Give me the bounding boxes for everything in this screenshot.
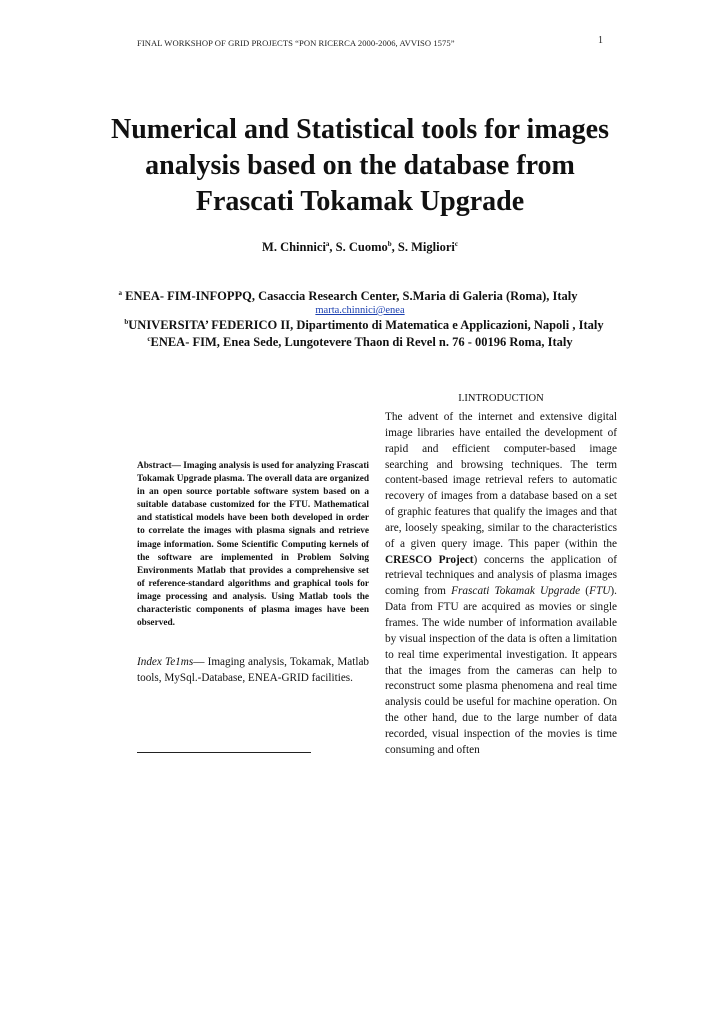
author-affiliation-mark: c [454, 239, 458, 248]
page-number: 1 [598, 35, 603, 46]
abstract-label: Abstract— [137, 461, 181, 471]
right-column [385, 410, 617, 759]
intro-italic-ftu-name: Frascati Tokamak Upgrade [451, 585, 581, 598]
affiliation-b [4, 318, 720, 333]
footnote-divider [137, 752, 311, 753]
title-line: Numerical and Statistical tools for images [111, 114, 609, 145]
author-list [0, 240, 720, 255]
author-separator: , [329, 240, 336, 254]
index-terms-label: Index Te1ms [137, 656, 194, 669]
author-name: M. Chinnici [262, 240, 326, 254]
title-line: Frascati Tokamak Upgrade [195, 186, 525, 217]
intro-text: ) concerns the application of retrieval techniques and analysis of plasma images coming from [385, 553, 617, 598]
author-affiliation-mark: a [325, 239, 330, 248]
index-terms-text: — Imaging analysis, Tokamak, Matlab tools, MySql.-Database, ENEA-GRID facilities. [137, 656, 370, 685]
affiliation-text: ENEA- FIM, Enea Sede, Lungotevere Thaon di Revel n. 76 - 00196 Roma, Italy [150, 335, 573, 349]
affiliation-c [0, 335, 720, 350]
intro-text: ). Data from FTU are acquired as movies or single frames. The wide number of information available by visual inspection of the data is often a limitation to real time experimental investigation. It appears that the images from the cameras can help to reconstruct some plasma phenomena and real time analysis could be useful for machine operation. On the other hand, due to the large number of data recorded, visual inspection of the movies is time consuming and often [385, 585, 617, 756]
intro-text: The advent of the internet and extensive digital image libraries have entailed the development of rapid and efficient computer-based image searching and browsing techniques. The term content-based image retrieval refers to automatic recovery of images from a database based on a set of graphic features that qualify the images and that are, loosely speaking, similar to the characteristics of a given query image. This paper (within the [385, 411, 617, 550]
author-separator: , [391, 240, 398, 254]
left-column [137, 460, 369, 686]
intro-bold-project: CRESCO Project [385, 553, 474, 566]
abstract [137, 460, 369, 630]
author-email-link[interactable]: marta.chinnici@enea [315, 305, 405, 316]
index-terms [137, 654, 369, 686]
introduction-paragraph [385, 410, 617, 759]
intro-italic-ftu: FTU [589, 585, 611, 598]
abstract-text: Imaging analysis is used for analyzing Frascati Tokamak Upgrade plasma. The overall data are organized in an open source portable software system based on a suitable database customized for the FTU. Mathematical and statistical models have been both developed in order to correlate the images with plasma signals and retrieve image information. Some Scientific Computing kernels of the software are implemented in Problem Solving Environments Matlab that provides a comprehensive set of reference-standard algorithms and graphical tools for image processing and analysis. Using Matlab tools the characteristic components of plasma images have been observed. [137, 461, 369, 629]
title-line: analysis based on the database from [145, 150, 575, 181]
affiliation-text: UNIVERSITA’ FEDERICO II, Dipartimento di Matematica e Applicazioni, Napoli , Italy [128, 318, 604, 332]
section-heading: I.INTRODUCTION [458, 393, 544, 404]
affiliation-a [0, 289, 708, 304]
affiliation-mark: a [118, 288, 122, 297]
affiliation-mark: b [124, 317, 129, 326]
author-name: S. Migliori [397, 240, 455, 254]
intro-text: ( [580, 585, 590, 598]
author-name: S. Cuomo [335, 240, 388, 254]
running-head: FINAL WORKSHOP OF GRID PROJECTS “PON RICERCA 2000-2006, AVVISO 1575” [137, 38, 455, 48]
affiliation-text: ENEA- FIM-INFOPPQ, Casaccia Research Center, S.Maria di Galeria (Roma), Italy [122, 289, 578, 303]
affiliation-mark: c [147, 334, 151, 343]
author-affiliation-mark: b [387, 239, 392, 248]
paper-title [70, 112, 650, 220]
